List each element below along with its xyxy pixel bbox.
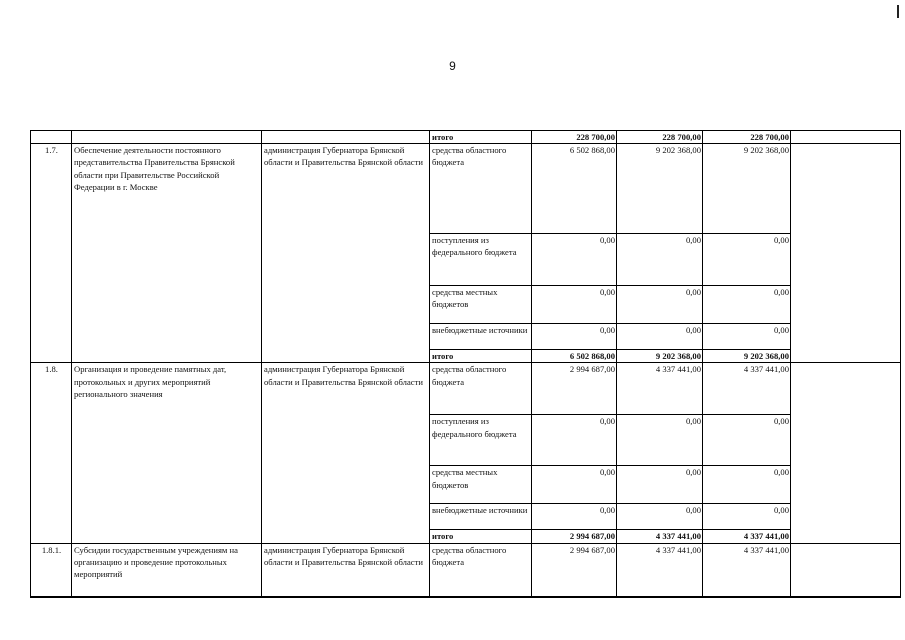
item-code: 1.7. bbox=[31, 144, 72, 363]
value-cell: 4 337 441,00 bbox=[617, 530, 703, 543]
table-row bbox=[31, 543, 901, 597]
source-label: поступления из федерального бюджета bbox=[430, 415, 532, 466]
value-cell: 0,00 bbox=[532, 286, 617, 324]
value-cell: 0,00 bbox=[532, 324, 617, 350]
value-cell: 0,00 bbox=[703, 415, 791, 466]
value-cell: 0,00 bbox=[703, 504, 791, 530]
value-cell: 0,00 bbox=[703, 286, 791, 324]
value-cell: 0,00 bbox=[617, 234, 703, 286]
value-cell: 2 994 687,00 bbox=[532, 530, 617, 543]
item-name: Организация и проведение памятных дат, протокольных и других мероприятий регионального значения bbox=[72, 363, 262, 543]
item-name: Субсидии государственным учреждениям на организацию и проведение протокольных мероприятий bbox=[72, 543, 262, 597]
value-cell: 2 994 687,00 bbox=[532, 543, 617, 597]
code-cell bbox=[31, 131, 72, 144]
source-label: средства местных бюджетов bbox=[430, 286, 532, 324]
value-cell: 0,00 bbox=[532, 415, 617, 466]
value-cell: 0,00 bbox=[532, 504, 617, 530]
page-number: 9 bbox=[449, 59, 456, 73]
value-cell: 4 337 441,00 bbox=[617, 363, 703, 415]
empty-cell bbox=[791, 363, 901, 543]
item-name: Обеспечение деятельности постоянного представительства Правительства Брянской области при Правительстве Российской Федерации в г. Москве bbox=[72, 144, 262, 363]
source-label: средства областного бюджета bbox=[430, 543, 532, 597]
source-label: внебюджетные источники bbox=[430, 504, 532, 530]
empty-cell bbox=[791, 543, 901, 597]
item-code: 1.8.1. bbox=[31, 543, 72, 597]
value-cell: 0,00 bbox=[617, 415, 703, 466]
table-row bbox=[31, 144, 901, 234]
item-executor: администрация Губернатора Брянской области и Правительства Брянской области bbox=[262, 543, 430, 597]
value-cell: 9 202 368,00 bbox=[617, 350, 703, 363]
value-cell: 0,00 bbox=[532, 234, 617, 286]
budget-table bbox=[30, 130, 901, 598]
value-cell: 0,00 bbox=[532, 466, 617, 504]
value-cell: 9 202 368,00 bbox=[617, 144, 703, 234]
value-cell: 9 202 368,00 bbox=[703, 144, 791, 234]
value-cell: 4 337 441,00 bbox=[703, 530, 791, 543]
source-label: средства областного бюджета bbox=[430, 144, 532, 234]
total-label: итого bbox=[430, 530, 532, 543]
value-cell: 4 337 441,00 bbox=[617, 543, 703, 597]
source-label: средства местных бюджетов bbox=[430, 466, 532, 504]
scan-edge-mark bbox=[897, 5, 899, 18]
value-cell: 228 700,00 bbox=[532, 131, 617, 144]
source-label: поступления из федерального бюджета bbox=[430, 234, 532, 286]
source-label: внебюджетные источники bbox=[430, 324, 532, 350]
executor-cell bbox=[262, 131, 430, 144]
value-cell: 9 202 368,00 bbox=[703, 350, 791, 363]
value-cell: 0,00 bbox=[617, 466, 703, 504]
value-cell: 228 700,00 bbox=[617, 131, 703, 144]
value-cell: 0,00 bbox=[617, 324, 703, 350]
value-cell: 6 502 868,00 bbox=[532, 144, 617, 234]
value-cell: 0,00 bbox=[703, 234, 791, 286]
value-cell: 228 700,00 bbox=[703, 131, 791, 144]
source-label: средства областного бюджета bbox=[430, 363, 532, 415]
value-cell: 4 337 441,00 bbox=[703, 363, 791, 415]
value-cell: 2 994 687,00 bbox=[532, 363, 617, 415]
empty-cell bbox=[791, 144, 901, 363]
value-cell: 0,00 bbox=[617, 504, 703, 530]
item-code: 1.8. bbox=[31, 363, 72, 543]
value-cell: 0,00 bbox=[617, 286, 703, 324]
total-label: итого bbox=[430, 350, 532, 363]
item-executor: администрация Губернатора Брянской области и Правительства Брянской области bbox=[262, 144, 430, 363]
total-label: итого bbox=[430, 131, 532, 144]
empty-cell bbox=[791, 131, 901, 144]
table-row bbox=[31, 363, 901, 415]
value-cell: 6 502 868,00 bbox=[532, 350, 617, 363]
item-executor: администрация Губернатора Брянской области и Правительства Брянской области bbox=[262, 363, 430, 543]
value-cell: 4 337 441,00 bbox=[703, 543, 791, 597]
name-cell bbox=[72, 131, 262, 144]
table-row bbox=[31, 131, 901, 144]
value-cell: 0,00 bbox=[703, 324, 791, 350]
value-cell: 0,00 bbox=[703, 466, 791, 504]
